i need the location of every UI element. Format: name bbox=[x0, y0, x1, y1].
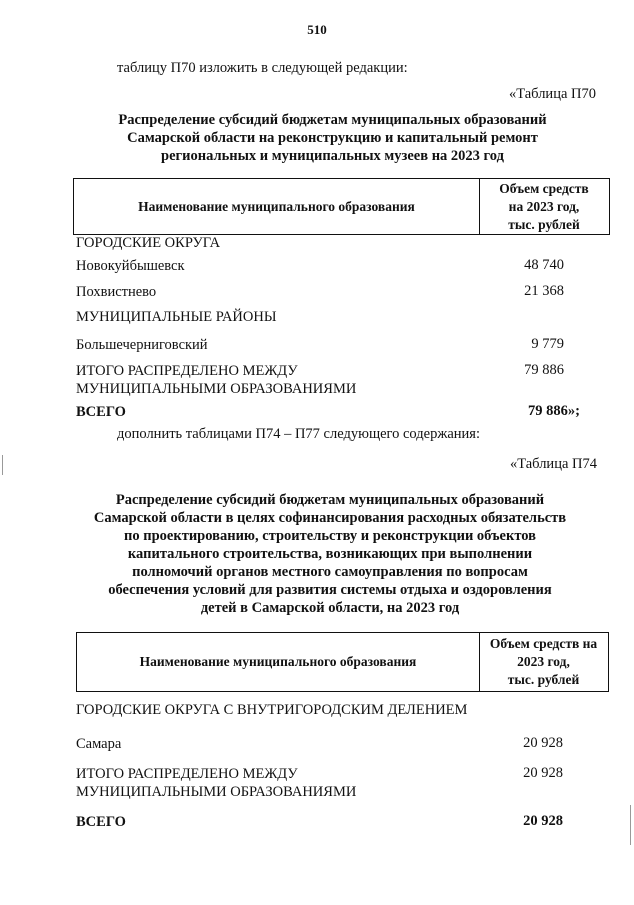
table1-row-total-distributed: ИТОГО РАСПРЕДЕЛЕНО МЕЖДУ МУНИЦИПАЛЬНЫМИ ОБРАЗОВАНИЯМИ bbox=[76, 363, 357, 397]
table1-row-name: Новокуйбышевск bbox=[76, 258, 185, 274]
table1-row-value: 21 368 bbox=[524, 283, 564, 299]
table1-row-name: Большечерниговский bbox=[76, 337, 208, 353]
page-number: 510 bbox=[307, 22, 327, 37]
table1-row-section: МУНИЦИПАЛЬНЫЕ РАЙОНЫ bbox=[76, 309, 277, 325]
table2-row-grand-total-value: 20 928 bbox=[523, 813, 563, 829]
table1-row-name: Похвистнево bbox=[76, 284, 157, 300]
middle-paragraph: дополнить таблицами П74 – П77 следующего содержания: bbox=[117, 426, 481, 442]
table1-row-section: ГОРОДСКИЕ ОКРУГА bbox=[76, 235, 221, 251]
table1-header-value: Объем средств на 2023 год, тыс. рублей bbox=[499, 180, 589, 232]
table2-row-value: 20 928 bbox=[523, 735, 563, 751]
scan-edge-mark bbox=[630, 805, 631, 845]
table2-row-name: Самара bbox=[76, 736, 122, 752]
table2-row-section: ГОРОДСКИЕ ОКРУГА С ВНУТРИГОРОДСКИМ ДЕЛЕНИЕМ bbox=[76, 702, 468, 718]
table1-row-grand-total-value: 79 886»; bbox=[528, 403, 580, 419]
table1-header bbox=[73, 178, 610, 235]
table2-label: «Таблица П74 bbox=[510, 456, 597, 472]
table2-title: Распределение субсидий бюджетам муниципальных образований Самарской области в целях софинансирования расходных обязательств по проектированию, строительству и реконструкции объектов капитального строительства, возникающих при выполнении полномочий органов местного самоуправления по вопросам обеспечения условий для развития системы отдыха и оздоровления детей в Самарской области, на 2023 год bbox=[93, 492, 567, 616]
table2-row-value: 20 928 bbox=[523, 765, 563, 781]
table1-title: Распределение субсидий бюджетам муниципальных образований Самарской области на реконструкцию и капитальный ремонт региональных и муниципальных музеев на 2023 год bbox=[118, 112, 547, 164]
intro-paragraph: таблицу П70 изложить в следующей редакции: bbox=[117, 60, 408, 76]
scan-edge-mark bbox=[2, 455, 3, 475]
table2-header-name: Наименование муниципального образования bbox=[77, 633, 480, 691]
table1-label: «Таблица П70 bbox=[509, 86, 596, 102]
table1-row-value: 48 740 bbox=[524, 257, 564, 273]
table2-header-value: Объем средств на 2023 год, тыс. рублей bbox=[489, 636, 598, 687]
table2-row-total-distributed: ИТОГО РАСПРЕДЕЛЕНО МЕЖДУ МУНИЦИПАЛЬНЫМИ ОБРАЗОВАНИЯМИ bbox=[76, 766, 357, 800]
table1-row-value: 9 779 bbox=[531, 336, 564, 352]
table2-header bbox=[76, 632, 609, 692]
table1-row-grand-total: ВСЕГО bbox=[76, 404, 126, 420]
table2-row-grand-total: ВСЕГО bbox=[76, 814, 126, 830]
table1-row-value: 79 886 bbox=[524, 362, 564, 378]
table1-header-name: Наименование муниципального образования bbox=[74, 179, 480, 234]
